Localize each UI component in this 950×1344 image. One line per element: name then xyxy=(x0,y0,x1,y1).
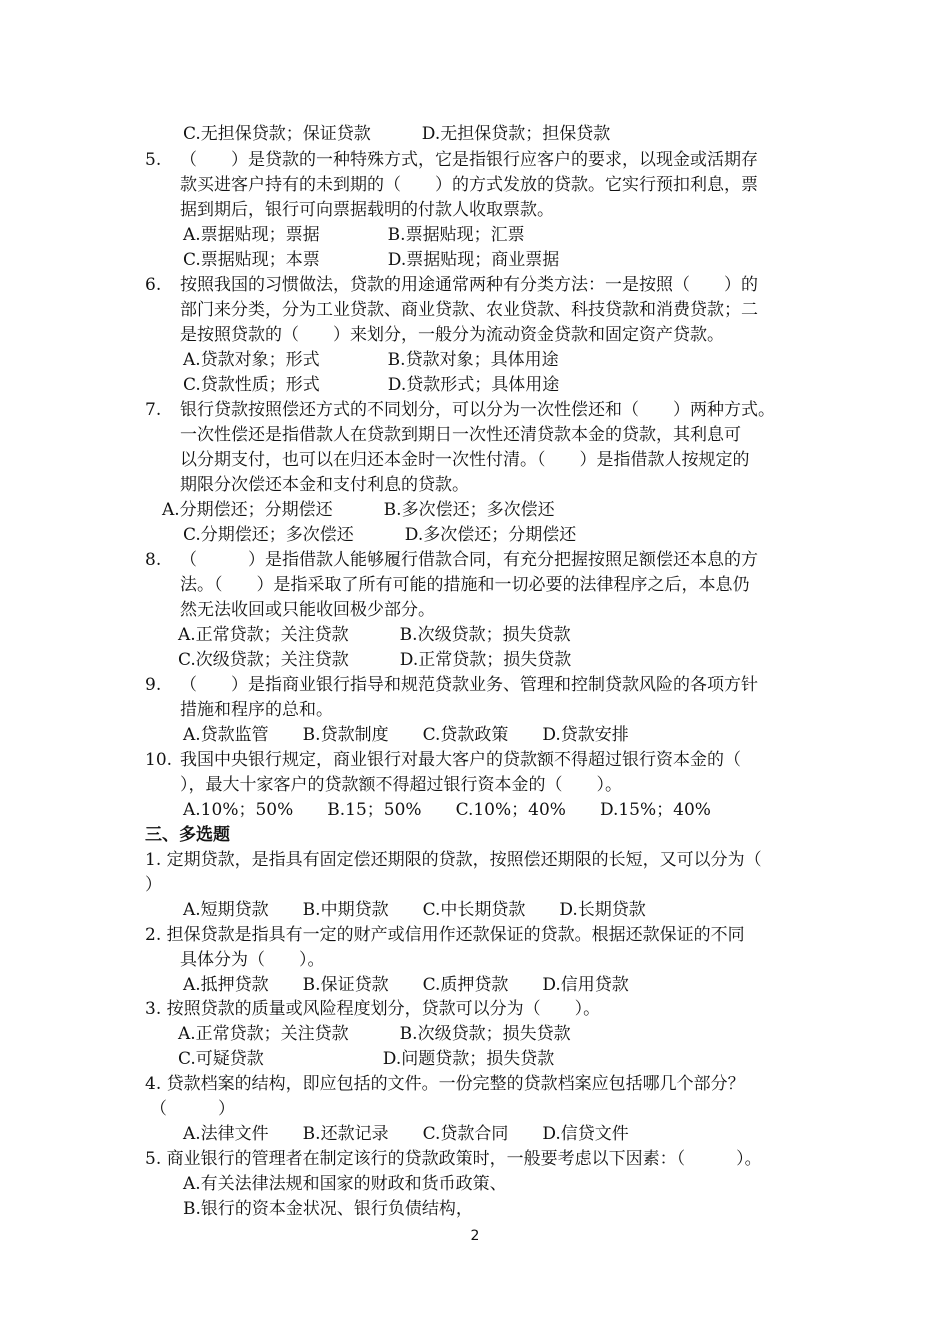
question-text: 2. 担保贷款是指具有一定的财产或信用作还款保证的贷款。根据还款保证的不同 xyxy=(145,925,745,945)
question-text: （ ）是指商业银行指导和规范贷款业务、管理和控制贷款风险的各项方针 xyxy=(180,675,758,695)
question-text: （ ）是贷款的一种特殊方式，它是指银行应客户的要求，以现金或活期存 xyxy=(180,150,758,170)
option-line: A.票据贴现；票据 B.票据贴现；汇票 xyxy=(183,225,525,245)
question-number: 8. xyxy=(145,550,162,570)
question-text: 我国中央银行规定，商业银行对最大客户的贷款额不得超过银行资本金的（ xyxy=(180,750,741,770)
question-text: 部门来分类，分为工业贷款、商业贷款、农业贷款、科技贷款和消费贷款；二 xyxy=(180,300,758,320)
question-text: ），最大十家客户的贷款额不得超过银行资本金的（ ）。 xyxy=(180,775,622,795)
question-text: 是按照贷款的（ ）来划分，一般分为流动资金贷款和固定资产贷款。 xyxy=(180,325,724,345)
question-text: 措施和程序的总和。 xyxy=(180,700,333,720)
option-line: A.法律文件 B.还款记录 C.贷款合同 D.信贷文件 xyxy=(183,1124,629,1144)
section-heading: 三、多选题 xyxy=(145,825,230,845)
option-line: A.贷款监管 B.贷款制度 C.贷款政策 D.贷款安排 xyxy=(183,725,629,745)
option-line: A.有关法律法规和国家的财政和货币政策、 xyxy=(183,1174,507,1194)
question-text: 一次性偿还是指借款人在贷款到期日一次性还清贷款本金的贷款，其利息可 xyxy=(180,425,741,445)
page-number: 2 xyxy=(470,1228,480,1244)
question-text: 法。（ ）是指采取了所有可能的措施和一切必要的法律程序之后，本息仍 xyxy=(180,575,750,595)
question-text: ） xyxy=(145,875,162,895)
option-line: A.抵押贷款 B.保证贷款 C.质押贷款 D.信用贷款 xyxy=(183,975,629,995)
question-text: （ ） xyxy=(150,1099,235,1119)
question-number: 6. xyxy=(145,275,162,295)
question-text: 银行贷款按照偿还方式的不同划分，可以分为一次性偿还和（ ）两种方式。 xyxy=(180,400,775,420)
question-number: 10. xyxy=(145,750,173,770)
question-text: 按照我国的习惯做法，贷款的用途通常两种有分类方法：一是按照（ ）的 xyxy=(180,275,758,295)
question-text: （ ）是指借款人能够履行借款合同，有充分把握按照足额偿还本息的方 xyxy=(180,550,758,570)
option-line: A.贷款对象；形式 B.贷款对象；具体用途 xyxy=(183,350,559,370)
question-text: 以分期支付，也可以在归还本金时一次性付清。（ ）是指借款人按规定的 xyxy=(180,450,750,470)
question-number: 7. xyxy=(145,400,162,420)
option-line: A.正常贷款；关注贷款 B.次级贷款；损失贷款 xyxy=(178,1024,571,1044)
option-line: C.票据贴现；本票 D.票据贴现；商业票据 xyxy=(183,250,560,270)
option-line: C.贷款性质；形式 D.贷款形式；具体用途 xyxy=(183,375,560,395)
question-text: 期限分次偿还本金和支付利息的贷款。 xyxy=(180,475,469,495)
question-text: 据到期后，银行可向票据载明的付款人收取票款。 xyxy=(180,200,554,220)
option-line: C.分期偿还；多次偿还 D.多次偿还；分期偿还 xyxy=(183,525,577,545)
option-line: A.分期偿还；分期偿还 B.多次偿还；多次偿还 xyxy=(162,500,555,520)
question-text: 然无法收回或只能收回极少部分。 xyxy=(180,600,435,620)
question-text: 5. 商业银行的管理者在制定该行的贷款政策时，一般要考虑以下因素：（ ）。 xyxy=(145,1149,762,1169)
option-line: A.短期贷款 B.中期贷款 C.中长期贷款 D.长期贷款 xyxy=(183,900,646,920)
question-text: 款买进客户持有的未到期的（ ）的方式发放的贷款。它实行预扣利息，票 xyxy=(180,175,758,195)
question-text: 4. 贷款档案的结构，即应包括的文件。一份完整的贷款档案应包括哪几个部分？ xyxy=(145,1074,745,1094)
question-text: 具体分为（ ）。 xyxy=(180,950,325,970)
question-number: 9. xyxy=(145,675,162,695)
question-text: 3. 按照贷款的质量或风险程度划分，贷款可以分为（ ）。 xyxy=(145,999,601,1019)
option-line: B.银行的资本金状况、银行负债结构， xyxy=(183,1199,473,1219)
option-line: A.10%；50% B.15；50% C.10%；40% D.15%；40% xyxy=(183,800,711,820)
question-text: 1. 定期贷款，是指具有固定偿还期限的贷款，按照偿还期限的长短，又可以分为（ xyxy=(145,850,762,870)
option-line: A.正常贷款；关注贷款 B.次级贷款；损失贷款 xyxy=(178,625,571,645)
question-number: 5. xyxy=(145,150,162,170)
option-line: C.次级贷款；关注贷款 D.正常贷款；损失贷款 xyxy=(178,650,572,670)
option-line: C.可疑贷款 D.问题贷款；损失贷款 xyxy=(178,1049,555,1069)
option-line: C.无担保贷款；保证贷款 D.无担保贷款；担保贷款 xyxy=(183,124,611,144)
